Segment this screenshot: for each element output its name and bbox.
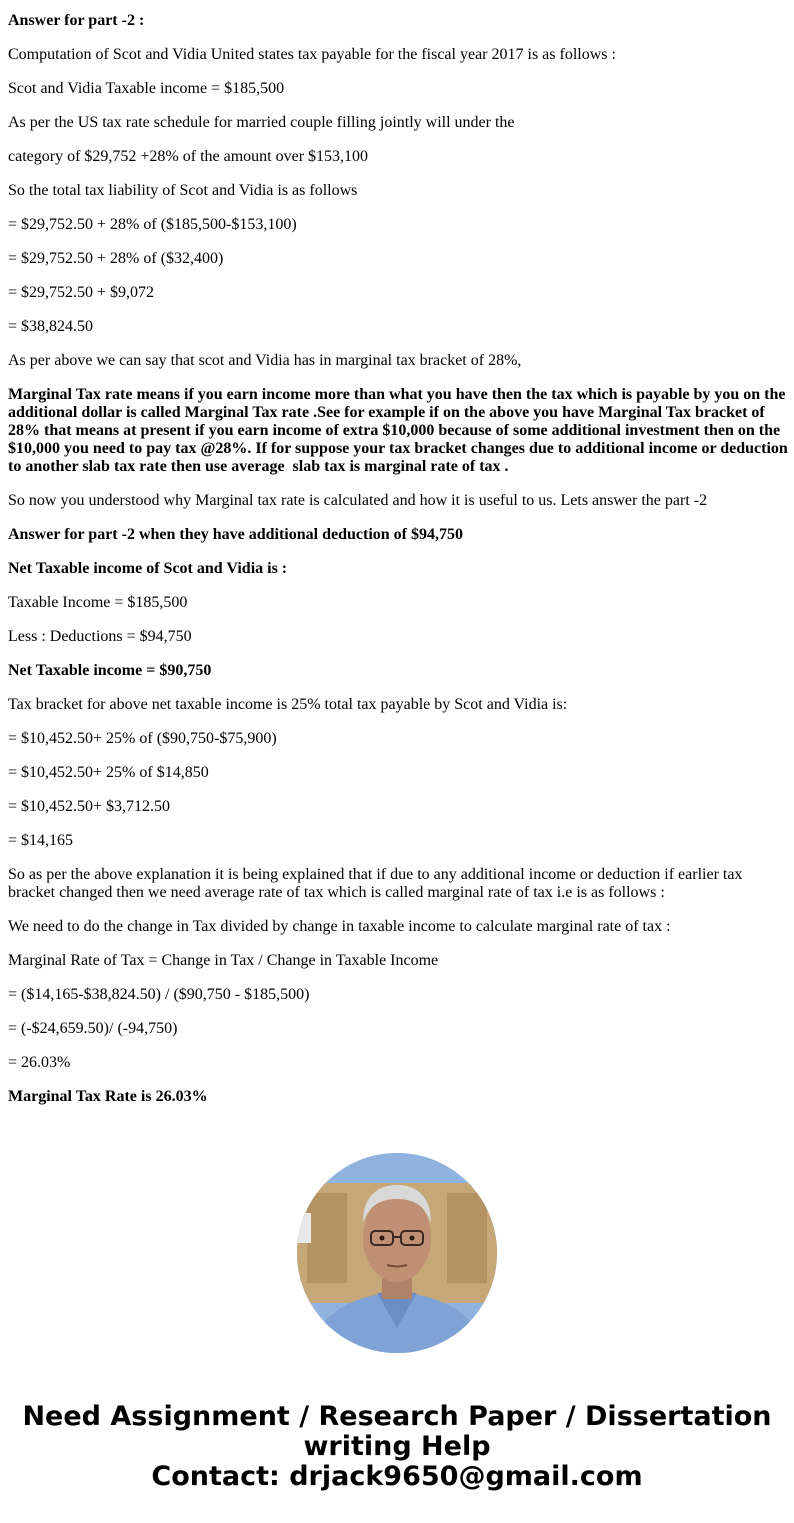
promo-footer <box>0 1402 794 1492</box>
document-paragraph: As per the US tax rate schedule for married couple filling jointly will under the <box>8 114 515 131</box>
document-paragraph: Net Taxable income = $90,750 <box>8 662 212 679</box>
document-paragraph: = $29,752.50 + 28% of ($185,500-$153,100) <box>8 216 297 233</box>
document-paragraph: = (-$24,659.50)/ (-94,750) <box>8 1020 178 1037</box>
document-paragraph: So now you understood why Marginal tax rate is calculated and how it is useful to us. Lets answer the part -2 <box>8 492 708 509</box>
document-paragraph: Answer for part -2 when they have additional deduction of $94,750 <box>8 526 463 543</box>
document-paragraph: = $10,452.50+ $3,712.50 <box>8 798 171 815</box>
document-paragraph: Marginal Tax rate means if you earn income more than what you have then the tax which is payable by you on the additional dollar is called Marginal Tax rate .See for example if on the above you have Marginal Tax bracket of 28% that means at present if you earn income of extra $10,000 because of some additional investment then on the $10,000 you need to pay tax @28%. If for suppose your tax bracket changes due to additional income or deduction to another slab tax rate then use average slab tax is marginal rate of tax . <box>8 386 792 475</box>
document-paragraph: = $29,752.50 + $9,072 <box>8 284 155 301</box>
document-paragraph: Marginal Tax Rate is 26.03% <box>8 1088 208 1105</box>
document-paragraph: = $29,752.50 + 28% of ($32,400) <box>8 250 224 267</box>
document-paragraph: Net Taxable income of Scot and Vidia is : <box>8 560 288 577</box>
document-paragraph: = ($14,165-$38,824.50) / ($90,750 - $185,500) <box>8 986 310 1003</box>
document-paragraph: = $10,452.50+ 25% of ($90,750-$75,900) <box>8 730 277 747</box>
document-paragraph: = 26.03% <box>8 1054 71 1071</box>
document-paragraph: So as per the above explanation it is being explained that if due to any additional income or deduction if earlier tax bracket changed then we need average rate of tax which is called marginal rate of tax i.e is as follows : <box>8 866 747 901</box>
document-paragraph: We need to do the change in Tax divided by change in taxable income to calculate marginal rate of tax : <box>8 918 671 935</box>
document-paragraph: = $38,824.50 <box>8 318 94 335</box>
promo-line-1: Need Assignment / Research Paper / Dissertation <box>22 1401 772 1432</box>
contact-email[interactable]: Contact: drjack9650@gmail.com <box>151 1461 643 1492</box>
document-paragraph: Taxable Income = $185,500 <box>8 594 188 611</box>
document-paragraph: Marginal Rate of Tax = Change in Tax / Change in Taxable Income <box>8 952 439 969</box>
promo-line-2: writing Help <box>303 1431 491 1462</box>
document-paragraph: So the total tax liability of Scot and Vidia is as follows <box>8 182 358 199</box>
document-paragraph: = $10,452.50+ 25% of $14,850 <box>8 764 209 781</box>
person-portrait-icon <box>297 1153 497 1353</box>
document-body <box>8 12 792 1122</box>
document-paragraph: Scot and Vidia Taxable income = $185,500 <box>8 80 285 97</box>
document-paragraph: Answer for part -2 : <box>8 12 145 29</box>
document-paragraph: category of $29,752 +28% of the amount over $153,100 <box>8 148 369 165</box>
document-paragraph: Computation of Scot and Vidia United states tax payable for the fiscal year 2017 is as follows : <box>8 46 616 63</box>
document-paragraph: = $14,165 <box>8 832 74 849</box>
document-paragraph: Tax bracket for above net taxable income is 25% total tax payable by Scot and Vidia is: <box>8 696 568 713</box>
document-paragraph: Less : Deductions = $94,750 <box>8 628 192 645</box>
author-avatar <box>297 1153 497 1353</box>
document-paragraph: As per above we can say that scot and Vidia has in marginal tax bracket of 28%, <box>8 352 522 369</box>
